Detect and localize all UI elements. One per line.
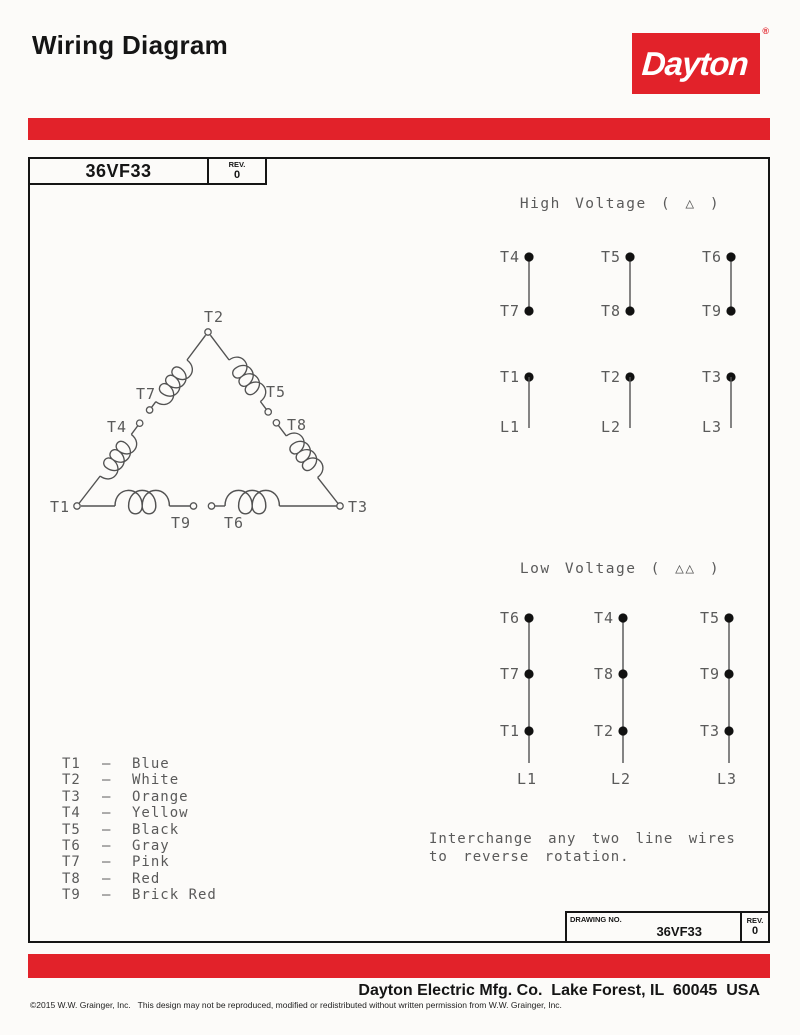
- delta-label-t7: T7: [135, 385, 156, 403]
- delta-label-t4: T4: [106, 418, 127, 436]
- terminal-circle-t2: [205, 329, 211, 335]
- hv-terminal-dot: [524, 252, 533, 261]
- lv-line-label: L2: [610, 770, 632, 788]
- legend-row: [62, 805, 217, 821]
- legend-row: [62, 838, 217, 854]
- registered-trademark-icon: ®: [762, 26, 769, 36]
- legend-dash: —: [102, 772, 112, 789]
- drawing-number-cell: [567, 913, 740, 941]
- legend-terminal: T8: [62, 870, 81, 887]
- legend-row: [62, 871, 217, 887]
- terminal-circle-t5: [265, 409, 271, 415]
- winding-coil-t9: [115, 490, 169, 513]
- drawing-number-label: DRAWING NO.: [570, 915, 622, 924]
- lv-terminal-dot: [524, 726, 533, 735]
- lv-label: T2: [593, 722, 614, 740]
- delta-label-t8: T8: [287, 416, 308, 434]
- winding-coil-t6: [225, 490, 279, 513]
- terminal-circle-t7: [146, 407, 152, 413]
- rev-label: REV.: [228, 160, 246, 169]
- lv-line-label: L1: [516, 770, 538, 788]
- rev-cell: [740, 913, 768, 941]
- hv-terminal-dot: [726, 306, 735, 315]
- legend-terminal: T1: [62, 756, 81, 772]
- high-voltage-title: High Voltage ( △ ): [519, 196, 721, 212]
- legend-color: Red: [132, 870, 161, 887]
- legend-row: [62, 772, 217, 788]
- legend-row: [62, 756, 217, 772]
- winding-coil-t4: [95, 431, 140, 483]
- company-address: Dayton Electric Mfg. Co. Lake Forest, IL 60045 USA: [358, 982, 760, 999]
- legend-color: Brick Red: [132, 887, 217, 904]
- legend-dash: —: [102, 821, 112, 838]
- rev-value: 0: [233, 169, 241, 181]
- hv-line-label: L1: [499, 418, 521, 436]
- rev-value-bottom: 0: [751, 925, 759, 937]
- winding-coil-t5: [224, 353, 270, 405]
- legend-dash: —: [102, 887, 112, 904]
- legend-dash: —: [102, 805, 112, 822]
- hv-label: T7: [499, 302, 520, 320]
- legend-dash: —: [102, 837, 112, 854]
- lv-label: T7: [499, 665, 520, 683]
- legend-row: [62, 854, 217, 870]
- drawing-number-value: 36VF33: [656, 924, 702, 939]
- rotation-note-line1: Interchange any two line wires: [429, 831, 736, 847]
- red-divider-bottom: [28, 954, 770, 978]
- legend-color: Black: [132, 821, 180, 838]
- legend-dash: —: [102, 788, 112, 805]
- model-number-block: [28, 157, 267, 185]
- terminal-circle-t6: [208, 503, 214, 509]
- model-number: 36VF33: [28, 157, 209, 185]
- delta-label-t9: T9: [170, 514, 192, 532]
- delta-label-t6: T6: [223, 514, 245, 532]
- legend-dash: —: [102, 870, 112, 887]
- page-title: Wiring Diagram: [32, 30, 229, 60]
- lv-terminal-dot: [724, 669, 733, 678]
- wire-coil-t5: [260, 402, 266, 410]
- lv-terminal-dot: [724, 613, 733, 622]
- legend-color: White: [132, 772, 180, 789]
- hv-terminal-dot: [625, 306, 634, 315]
- hv-terminal-dot: [625, 252, 634, 261]
- model-rev-box: [207, 157, 267, 185]
- legend-terminal: T6: [62, 837, 81, 854]
- lv-label: T6: [499, 609, 520, 627]
- lv-terminal-dot: [724, 726, 733, 735]
- lv-terminal-dot: [618, 669, 627, 678]
- legend-row: [62, 887, 217, 903]
- legend-color: Blue: [132, 756, 170, 772]
- rev-label-bottom: REV.: [746, 916, 764, 925]
- hv-label: T2: [600, 368, 621, 386]
- lv-label: T5: [699, 609, 720, 627]
- lv-terminal-dot: [524, 669, 533, 678]
- legend-terminal: T7: [62, 854, 81, 871]
- legend-color: Gray: [132, 837, 170, 854]
- delta-label-t1: T1: [49, 498, 70, 516]
- hv-label: T4: [499, 248, 520, 266]
- hv-line-label: L3: [701, 418, 723, 436]
- hv-line-label: L2: [600, 418, 622, 436]
- legend-terminal: T9: [62, 887, 81, 904]
- terminal-circle-t3: [337, 503, 343, 509]
- low-voltage-title: Low Voltage ( △△ ): [519, 561, 721, 577]
- legend-color: Orange: [132, 788, 189, 805]
- winding-coil-t8: [282, 429, 328, 481]
- legend-color: Yellow: [132, 805, 189, 822]
- high-voltage-diagram: [440, 230, 770, 445]
- hv-label: T8: [600, 302, 621, 320]
- hv-label: T5: [600, 248, 621, 266]
- hv-label: T3: [701, 368, 722, 386]
- legend-terminal: T5: [62, 821, 81, 838]
- wire-color-legend: [62, 756, 217, 904]
- hv-terminal-dot: [524, 306, 533, 315]
- dayton-logo-text: Dayton: [640, 44, 749, 82]
- wire-t4-coil: [131, 426, 137, 434]
- winding-coil-t7: [151, 356, 196, 408]
- red-divider-top: [28, 118, 770, 140]
- lv-terminal-dot: [618, 726, 627, 735]
- hv-label: T1: [499, 368, 520, 386]
- rotation-note-line2: to reverse rotation.: [429, 848, 630, 865]
- wire-coil-t1: [77, 476, 100, 506]
- terminal-circle-t1: [74, 503, 80, 509]
- lv-label: T3: [699, 722, 720, 740]
- legend-row: [62, 789, 217, 805]
- hv-terminal-dot: [726, 252, 735, 261]
- legend-dash: —: [102, 756, 112, 772]
- lv-line-label: L3: [716, 770, 738, 788]
- low-voltage-diagram: [440, 560, 770, 795]
- wire-t2-t5: [210, 335, 229, 360]
- legend-terminal: T2: [62, 772, 81, 789]
- lv-label: T8: [593, 665, 614, 683]
- lv-label: T1: [499, 722, 520, 740]
- rotation-note: [429, 831, 736, 866]
- legend-terminal: T4: [62, 805, 81, 822]
- terminal-circle-t4: [137, 420, 143, 426]
- copyright-notice: ©2015 W.W. Grainger, Inc. This design may not be reproduced, modified or redistributed without written permission from W.W. Grainger, Inc.: [30, 1000, 562, 1010]
- legend-terminal: T3: [62, 788, 81, 805]
- lv-label: T9: [699, 665, 720, 683]
- legend-dash: —: [102, 854, 112, 871]
- delta-label-t2: T2: [203, 308, 225, 326]
- wire-t2-t7: [187, 335, 206, 360]
- hv-label: T6: [701, 248, 722, 266]
- title-block: [565, 911, 770, 943]
- legend-color: Pink: [132, 854, 170, 871]
- wire-coil-t3: [318, 477, 340, 506]
- hv-label: T9: [701, 302, 722, 320]
- lv-terminal-dot: [618, 613, 627, 622]
- dayton-logo: [632, 26, 769, 94]
- legend-row: [62, 822, 217, 838]
- delta-winding-diagram: [30, 300, 420, 545]
- delta-label-t3: T3: [348, 498, 369, 516]
- delta-label-t5: T5: [266, 383, 287, 401]
- lv-terminal-dot: [524, 613, 533, 622]
- terminal-circle-t9: [190, 503, 196, 509]
- lv-label: T4: [593, 609, 614, 627]
- wire-t8-coil: [278, 426, 286, 436]
- terminal-circle-t8: [273, 420, 279, 426]
